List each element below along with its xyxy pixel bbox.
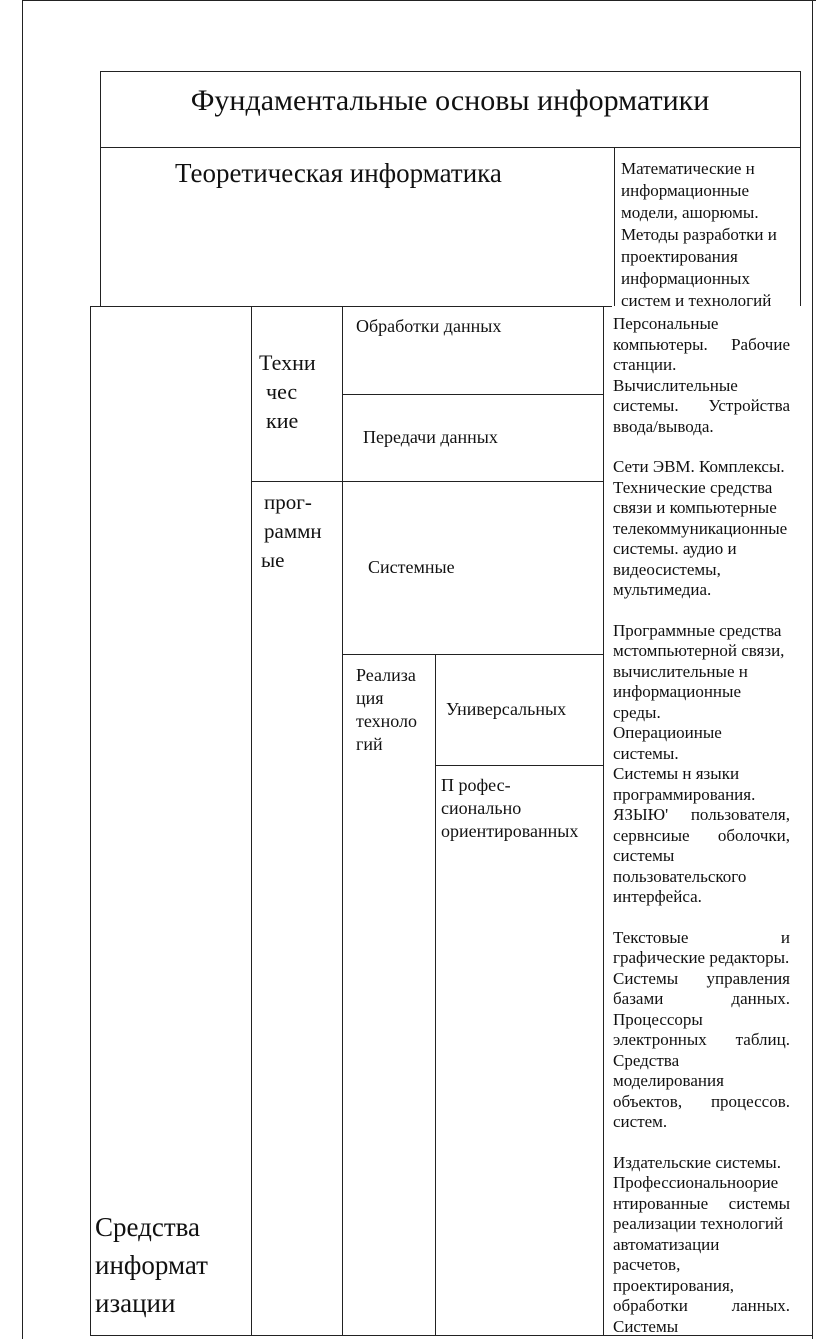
text-line: базами данных.: [613, 989, 790, 1008]
theory-line: информационные: [621, 181, 749, 200]
tech-impl-line: техноло: [356, 711, 417, 731]
means-title-line: информат: [95, 1250, 208, 1280]
text-line: моделирования: [613, 1071, 724, 1090]
text-line: Профессиональноорие: [613, 1173, 779, 1192]
theory-line: Методы разработки и: [621, 225, 777, 244]
means-title: [95, 1208, 208, 1322]
text-line: информационные: [613, 682, 741, 701]
prof-line: П рофес-: [441, 775, 511, 795]
system-label: Системные: [368, 557, 455, 577]
theoretical-description: [621, 158, 799, 312]
prof-line: сионально: [441, 798, 522, 818]
theory-line: информационных: [621, 269, 750, 288]
technical-line: кие: [266, 408, 299, 433]
col-divider-3: [435, 654, 436, 1335]
technical-label: [259, 348, 316, 435]
tech-impl-line: гий: [356, 734, 383, 754]
row-divider-system: [342, 654, 603, 655]
text-line: Издательские системы.: [613, 1152, 781, 1172]
col-divider-1: [251, 306, 252, 1335]
text-line: системы. Устройства: [613, 396, 790, 415]
page-frame-right: [812, 0, 813, 1339]
tech-implementation-label: [356, 664, 417, 756]
text-line: Сети ЭВМ. Комплексы.: [613, 457, 785, 476]
text-line: Системы управления: [613, 968, 790, 988]
technical-line: Техни: [259, 350, 316, 375]
data-processing-label: Обработки данных: [356, 316, 502, 336]
software-line: прог-: [264, 490, 312, 514]
text-line: Системы: [613, 1316, 679, 1336]
right-column-text: [613, 314, 790, 1337]
tech-impl-line: Реализа: [356, 665, 416, 685]
row-divider-universal: [435, 765, 603, 766]
theory-line: проектирования: [621, 247, 738, 266]
text-line: Средства: [613, 1050, 680, 1070]
text-line: Операциоиные системы.: [613, 723, 722, 763]
paragraph-system-software: [613, 621, 790, 908]
top-table-border: [100, 71, 801, 72]
text-line: телекоммуникационные: [613, 518, 788, 538]
software-line: ые: [261, 548, 285, 572]
text-line: компьютеры. Рабочие: [613, 334, 790, 354]
page-title: Фундаментальные основы информатики: [190, 84, 710, 117]
theory-line: модели, ашорюмы.: [621, 203, 759, 222]
paragraph-networks: [613, 457, 790, 601]
text-line: среды.: [613, 702, 661, 722]
text-line: Технические средства: [613, 477, 773, 497]
paragraph-professional-apps: [613, 1153, 790, 1338]
text-line: мультимедиа.: [613, 580, 712, 599]
paragraph-universal-apps: [613, 928, 790, 1133]
text-line: обработки ланных.: [613, 1296, 790, 1315]
bottom-table-top: [90, 306, 602, 307]
text-line: Системы н языки: [613, 764, 740, 783]
top-table-divider: [100, 147, 801, 148]
text-line: Программные средства: [613, 620, 782, 640]
page-frame-left: [22, 0, 23, 1339]
top-table-right: [800, 71, 801, 306]
col-divider-4: [603, 306, 604, 1335]
text-line: проектирования,: [613, 1275, 735, 1295]
prof-line: ориентированных: [441, 821, 579, 841]
theory-line: Математические н: [621, 159, 755, 178]
text-line: пользовательского: [613, 866, 747, 886]
theory-divider: [614, 147, 615, 306]
professional-label: [441, 774, 578, 843]
text-line: ввода/вывода.: [613, 416, 714, 436]
text-line: нтированные системы: [613, 1193, 790, 1213]
text-line: интерфейса.: [613, 887, 702, 906]
col-divider-2: [342, 306, 343, 1335]
theory-line: систем и технологий: [621, 291, 772, 310]
universal-label: Универсальных: [446, 699, 567, 719]
text-line: Вычислительные: [613, 375, 738, 395]
text-line: расчетов,: [613, 1255, 681, 1274]
technical-line: чес: [266, 379, 298, 404]
text-line: Процессоры: [613, 1009, 703, 1029]
tech-impl-line: ция: [356, 688, 384, 708]
text-line: объектов, процессов.: [613, 1091, 790, 1111]
text-line: мстомпьютерной связи,: [613, 641, 785, 660]
data-transfer-label: Передачи данных: [363, 427, 498, 447]
text-line: ЯЗЫЮ' пользователя,: [613, 805, 790, 824]
theoretical-title: Теоретическая информатика: [175, 158, 502, 188]
text-line: станции.: [613, 355, 677, 374]
text-line: вычислительные н: [613, 661, 748, 681]
means-title-line: Средства: [95, 1212, 201, 1242]
text-line: видеосистемы,: [613, 559, 721, 579]
text-line: системы: [613, 846, 675, 865]
means-title-line: изации: [95, 1288, 176, 1318]
software-line: раммн: [264, 519, 322, 543]
text-line: Текстовые и: [613, 927, 790, 947]
text-line: систем.: [613, 1112, 668, 1131]
text-line: автоматизации: [613, 1234, 720, 1254]
row-divider-technical: [251, 481, 603, 482]
text-line: Персональные: [613, 314, 719, 333]
text-line: реализации технологий: [613, 1214, 784, 1233]
bottom-table-left: [90, 306, 91, 1336]
paragraph-hardware: [613, 314, 790, 437]
software-label: [261, 488, 322, 575]
text-line: связи и компьютерные: [613, 498, 777, 517]
page-frame-top: [22, 0, 816, 1]
text-line: программирования.: [613, 784, 756, 804]
text-line: графические редакторы.: [613, 948, 790, 967]
text-line: электронных таблиц.: [613, 1030, 790, 1049]
row-divider-processing: [342, 394, 603, 395]
text-line: системы. аудио и: [613, 539, 737, 558]
text-line: сервнсиые оболочки,: [613, 825, 790, 845]
